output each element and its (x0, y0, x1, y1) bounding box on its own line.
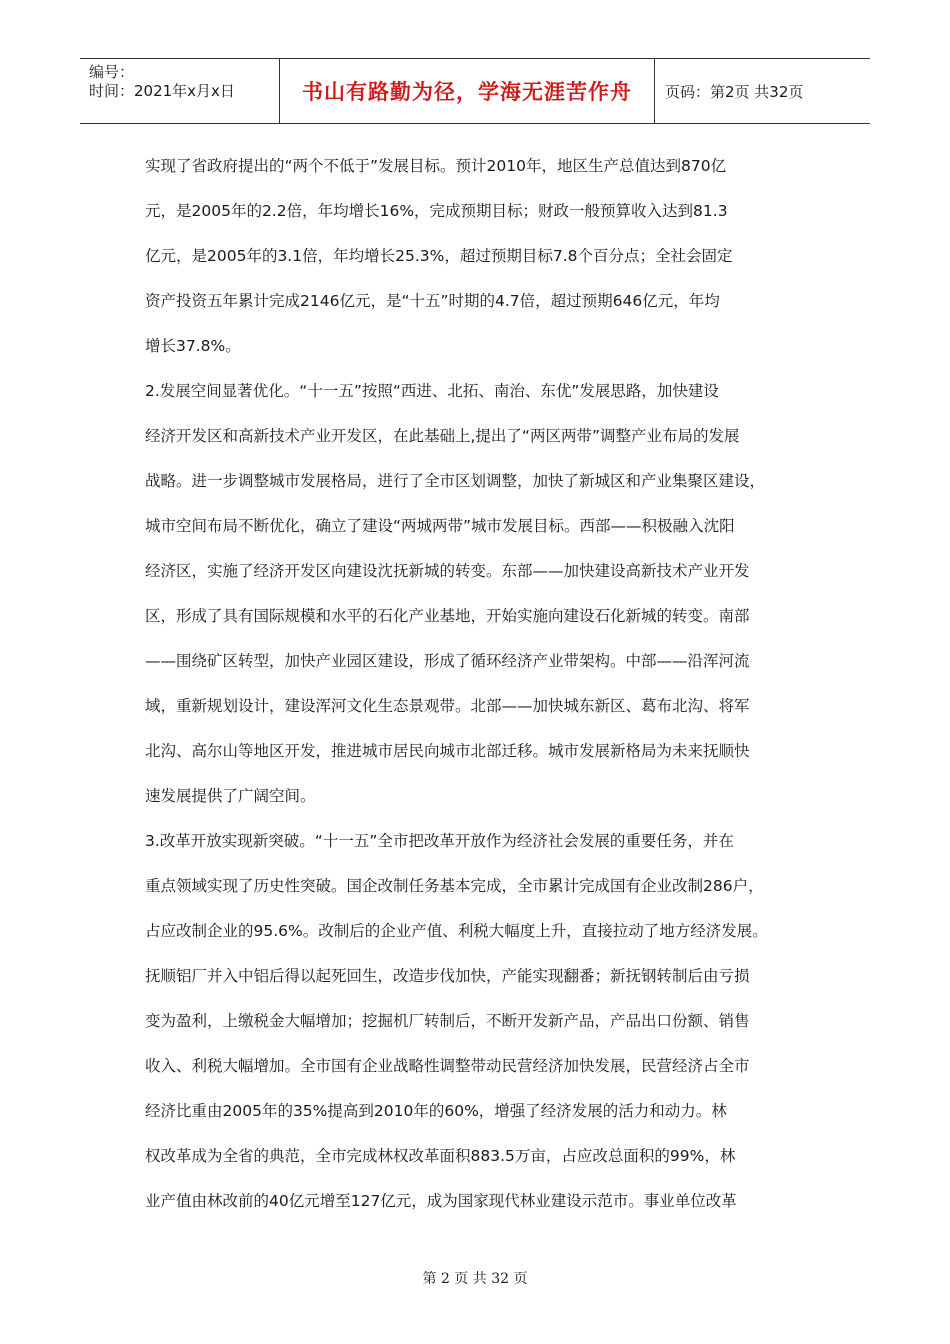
body-text-line: 变为盈利，上缴税金大幅增加；挖掘机厂转制后，不断开发新产品，产品出口份额、销售 (145, 1012, 750, 1030)
body-text-line: 城市空间布局不断优化，确立了建设“两城两带”城市发展目标。西部——积极融入沈阳 (145, 517, 735, 535)
body-text-line: 收入、利税大幅增加。全市国有企业战略性调整带动民营经济加快发展，民营经济占全市 (145, 1057, 750, 1075)
body-text-line: 经济比重由2005年的35%提高到2010年的60%，增强了经济发展的活力和动力。林 (145, 1102, 727, 1120)
body-text-line: 区，形成了具有国际规模和水平的石化产业基地，开始实施向建设石化新城的转变。南部 (145, 607, 750, 625)
body-text-line: 北沟、高尔山等地区开发，推进城市居民向城市北部迁移。城市发展新格局为未来抚顺快 (145, 742, 750, 760)
body-text-line: 权改革成为全省的典范，全市完成林权改革面积883.5万亩，占应改总面积的99%，林 (145, 1147, 736, 1165)
body-text-line: 重点领域实现了历史性突破。国企改制任务基本完成，全市累计完成国有企业改制286户， (145, 877, 764, 895)
body-text-line: 业产值由林改前的40亿元增至127亿元，成为国家现代林业建设示范市。事业单位改革 (145, 1192, 737, 1210)
document-time-label: 时间：2021年x月x日 (89, 82, 235, 100)
page-footer: 第 2 页 共 32 页 (422, 1271, 528, 1287)
body-text-line: 3.改革开放实现新突破。“十一五”全市把改革开放作为经济社会发展的重要任务，并在 (145, 832, 734, 850)
document-body (145, 144, 825, 1224)
header-info-cell (80, 59, 280, 123)
body-text-line: 经济区，实施了经济开发区向建设沈抚新城的转变。东部——加快建设高新技术产业开发 (145, 562, 750, 580)
body-text-line: 2.发展空间显著优化。“十一五”按照“西进、北拓、南治、东优”发展思路，加快建设 (145, 382, 719, 400)
body-text-line: 经济开发区和高新技术产业开发区，在此基础上,提出了“两区两带”调整产业布局的发展 (145, 427, 740, 445)
document-number-label: 编号： (89, 63, 135, 81)
header-motto-cell (280, 59, 655, 123)
body-text-line: ——围绕矿区转型，加快产业园区建设，形成了循环经济产业带架构。中部——沿浑河流 (145, 652, 750, 670)
header-motto: 书山有路勤为径，学海无涯苦作舟 (302, 80, 632, 104)
header-page-info: 页码：第2页 共32页 (665, 82, 804, 101)
body-text-line: 战略。进一步调整城市发展格局，进行了全市区划调整，加快了新城区和产业集聚区建设， (145, 472, 766, 490)
body-text-line: 实现了省政府提出的“两个不低于”发展目标。预计2010年，地区生产总值达到870亿 (145, 157, 727, 175)
body-text-line: 速发展提供了广阔空间。 (145, 787, 316, 805)
body-text-line: 域，重新规划设计，建设浑河文化生态景观带。北部——加快城东新区、葛布北沟、将军 (145, 697, 750, 715)
body-text-line: 占应改制企业的95.6%。改制后的企业产值、利税大幅度上升，直接拉动了地方经济发展。 (145, 922, 768, 940)
body-text-line: 抚顺铝厂并入中铝后得以起死回生，改造步伐加快，产能实现翻番；新抚钢转制后由亏损 (145, 967, 750, 985)
document-header (80, 58, 870, 124)
body-text-line: 亿元，是2005年的3.1倍，年均增长25.3%，超过预期目标7.8个百分点；全社会固定 (145, 247, 733, 265)
body-text-line: 元，是2005年的2.2倍，年均增长16%，完成预期目标；财政一般预算收入达到81.3 (145, 202, 728, 220)
header-page-cell (655, 59, 870, 123)
body-text-line: 增长37.8%。 (145, 337, 241, 355)
body-text-line: 资产投资五年累计完成2146亿元，是“十五”时期的4.7倍，超过预期646亿元，年均 (145, 292, 720, 310)
